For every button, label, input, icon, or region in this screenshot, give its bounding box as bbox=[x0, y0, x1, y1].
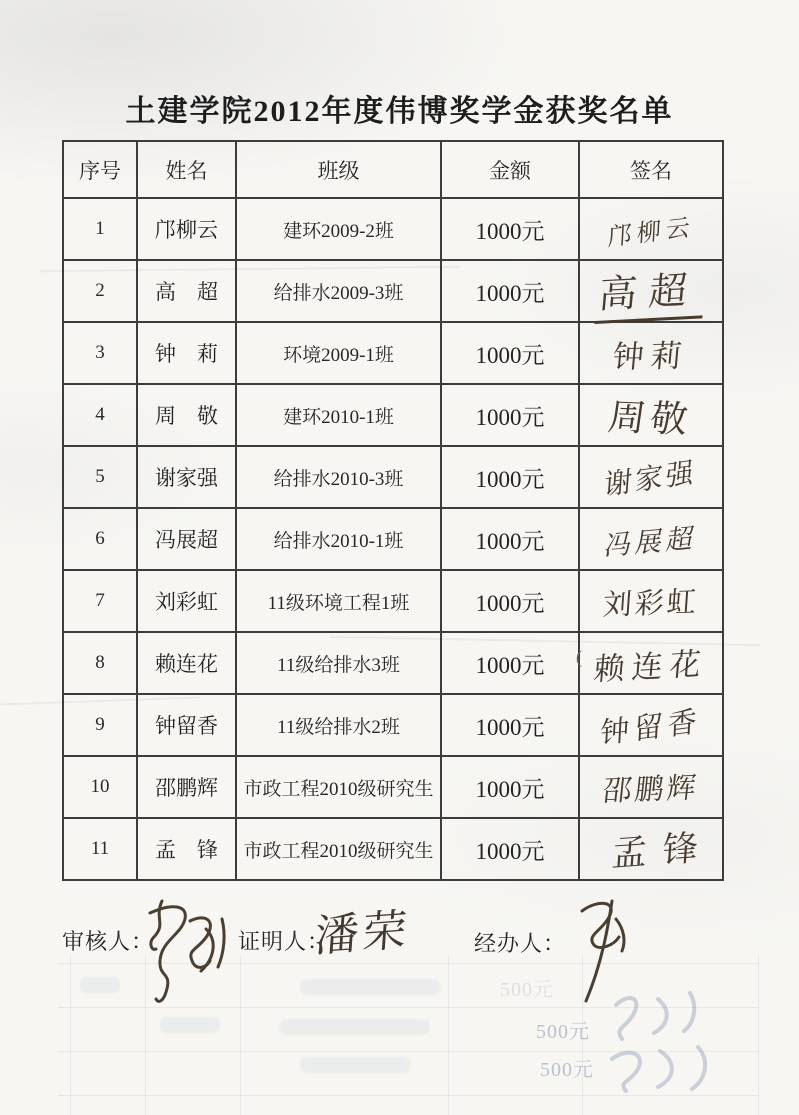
witness-label: 证明人： bbox=[238, 929, 331, 954]
handler-signature-scribble bbox=[564, 893, 634, 1013]
reviewer-signature-scribble bbox=[134, 891, 244, 1009]
recipient-name: 钟留香 bbox=[137, 694, 236, 756]
signature-cell bbox=[579, 322, 723, 384]
table-row bbox=[63, 446, 723, 508]
handwritten-signature: 冯展超 bbox=[601, 522, 700, 562]
header-number: 序号 bbox=[63, 141, 137, 198]
recipient-class: 11级给排水2班 bbox=[236, 694, 441, 756]
recipient-name: 刘彩虹 bbox=[137, 570, 236, 632]
recipient-class: 环境2009-1班 bbox=[236, 322, 441, 384]
signature-cell bbox=[579, 384, 723, 446]
recipient-class: 给排水2010-3班 bbox=[236, 446, 441, 508]
award-amount: 1000元 bbox=[441, 694, 579, 756]
reviewer-label: 审核人： bbox=[62, 929, 155, 954]
row-number: 5 bbox=[63, 446, 137, 508]
row-number: 10 bbox=[63, 756, 137, 818]
row-number: 8 bbox=[63, 632, 137, 694]
handwritten-signature: 孟锋 bbox=[610, 827, 716, 875]
recipient-class: 11级环境工程1班 bbox=[236, 570, 441, 632]
recipient-name: 钟 莉 bbox=[137, 322, 236, 384]
signature-cell bbox=[579, 260, 723, 322]
handwritten-signature: 谢家强 bbox=[603, 455, 699, 502]
signature-cell bbox=[579, 446, 723, 508]
table-row bbox=[63, 632, 723, 694]
signature-cell bbox=[579, 198, 723, 260]
recipient-name: 孟 锋 bbox=[137, 818, 236, 880]
award-amount: 1000元 bbox=[441, 260, 579, 322]
row-number: 4 bbox=[63, 384, 137, 446]
table-row bbox=[63, 570, 723, 632]
award-amount: 1000元 ( bbox=[441, 632, 579, 694]
table-row bbox=[63, 818, 723, 880]
document-title: 土建学院2012年度伟博奖学金获奖名单 bbox=[125, 95, 674, 128]
recipient-class: 给排水2010-1班 bbox=[236, 508, 441, 570]
recipient-class: 建环2009-2班 bbox=[236, 198, 441, 260]
recipient-name: 赖连花 bbox=[137, 632, 236, 694]
handwritten-signature: 高超 bbox=[594, 258, 707, 324]
award-amount: 1000元 bbox=[441, 508, 579, 570]
table-row bbox=[63, 508, 723, 570]
recipient-name: 高 超 bbox=[137, 260, 236, 322]
table-row bbox=[63, 260, 723, 322]
header-name: 姓名 bbox=[137, 141, 236, 198]
row-number: 2 bbox=[63, 260, 137, 322]
table-header-row bbox=[63, 141, 723, 198]
recipient-name: 邝柳云 bbox=[137, 198, 236, 260]
signature-cell bbox=[579, 694, 723, 756]
recipient-name: 邵鹏辉 bbox=[137, 756, 236, 818]
handwritten-signature: 钟留香 bbox=[599, 703, 703, 750]
award-amount: 1000元 bbox=[441, 322, 579, 384]
bleed-amount-text: 500元 bbox=[540, 1059, 594, 1081]
table-row bbox=[63, 384, 723, 446]
row-number: 7 bbox=[63, 570, 137, 632]
recipient-name: 周 敬 bbox=[137, 384, 236, 446]
header-class: 班级 bbox=[236, 141, 441, 198]
signature-cell bbox=[579, 508, 723, 570]
award-amount: 1000元 bbox=[441, 570, 579, 632]
row-number: 6 bbox=[63, 508, 137, 570]
signature-cell bbox=[579, 756, 723, 818]
award-table bbox=[62, 140, 724, 881]
row-number: 9 bbox=[63, 694, 137, 756]
header-signature: 签名 bbox=[579, 141, 723, 198]
row-number: 1 bbox=[63, 198, 137, 260]
signature-cell bbox=[579, 632, 723, 694]
recipient-class: 给排水2009-3班 bbox=[236, 260, 441, 322]
handwritten-signature: 钟莉 bbox=[611, 337, 691, 376]
signature-cell bbox=[579, 818, 723, 880]
handwritten-signature: 赖连花 bbox=[592, 645, 710, 688]
table-row bbox=[63, 694, 723, 756]
award-amount: 1000元 bbox=[441, 198, 579, 260]
handwritten-signature: 刘彩虹 bbox=[601, 583, 701, 622]
bleed-amount-text: 500元 bbox=[536, 1021, 590, 1043]
signoff-footer bbox=[62, 893, 762, 1013]
recipient-class: 建环2010-1班 bbox=[236, 384, 441, 446]
recipient-class: 11级给排水3班 bbox=[236, 632, 441, 694]
recipient-name: 冯展超 bbox=[137, 508, 236, 570]
handwritten-signature: 邝柳云 bbox=[606, 212, 695, 252]
recipient-class: 市政工程2010级研究生 bbox=[236, 756, 441, 818]
bleed-amount-text: 500元 bbox=[500, 979, 554, 1001]
award-amount: 1000元 bbox=[441, 756, 579, 818]
recipient-name: 谢家强 bbox=[137, 446, 236, 508]
table-row bbox=[63, 198, 723, 260]
witness-signature: 潘荣 bbox=[313, 904, 413, 963]
award-amount: 1000元 bbox=[441, 384, 579, 446]
handwritten-signature: 周敬 bbox=[605, 395, 696, 442]
signature-cell bbox=[579, 570, 723, 632]
table-row bbox=[63, 322, 723, 384]
row-number: 3 bbox=[63, 322, 137, 384]
award-amount: 1000元 bbox=[441, 818, 579, 880]
recipient-class: 市政工程2010级研究生 bbox=[236, 818, 441, 880]
header-amount: 金额 bbox=[441, 141, 579, 198]
award-amount: 1000元 bbox=[441, 446, 579, 508]
handler-label: 经办人： bbox=[474, 931, 567, 956]
table-row bbox=[63, 756, 723, 818]
row-number: 11 bbox=[63, 818, 137, 880]
handwritten-signature: 邵鹏辉 bbox=[601, 769, 701, 808]
stray-pen-mark: ( bbox=[576, 647, 582, 667]
